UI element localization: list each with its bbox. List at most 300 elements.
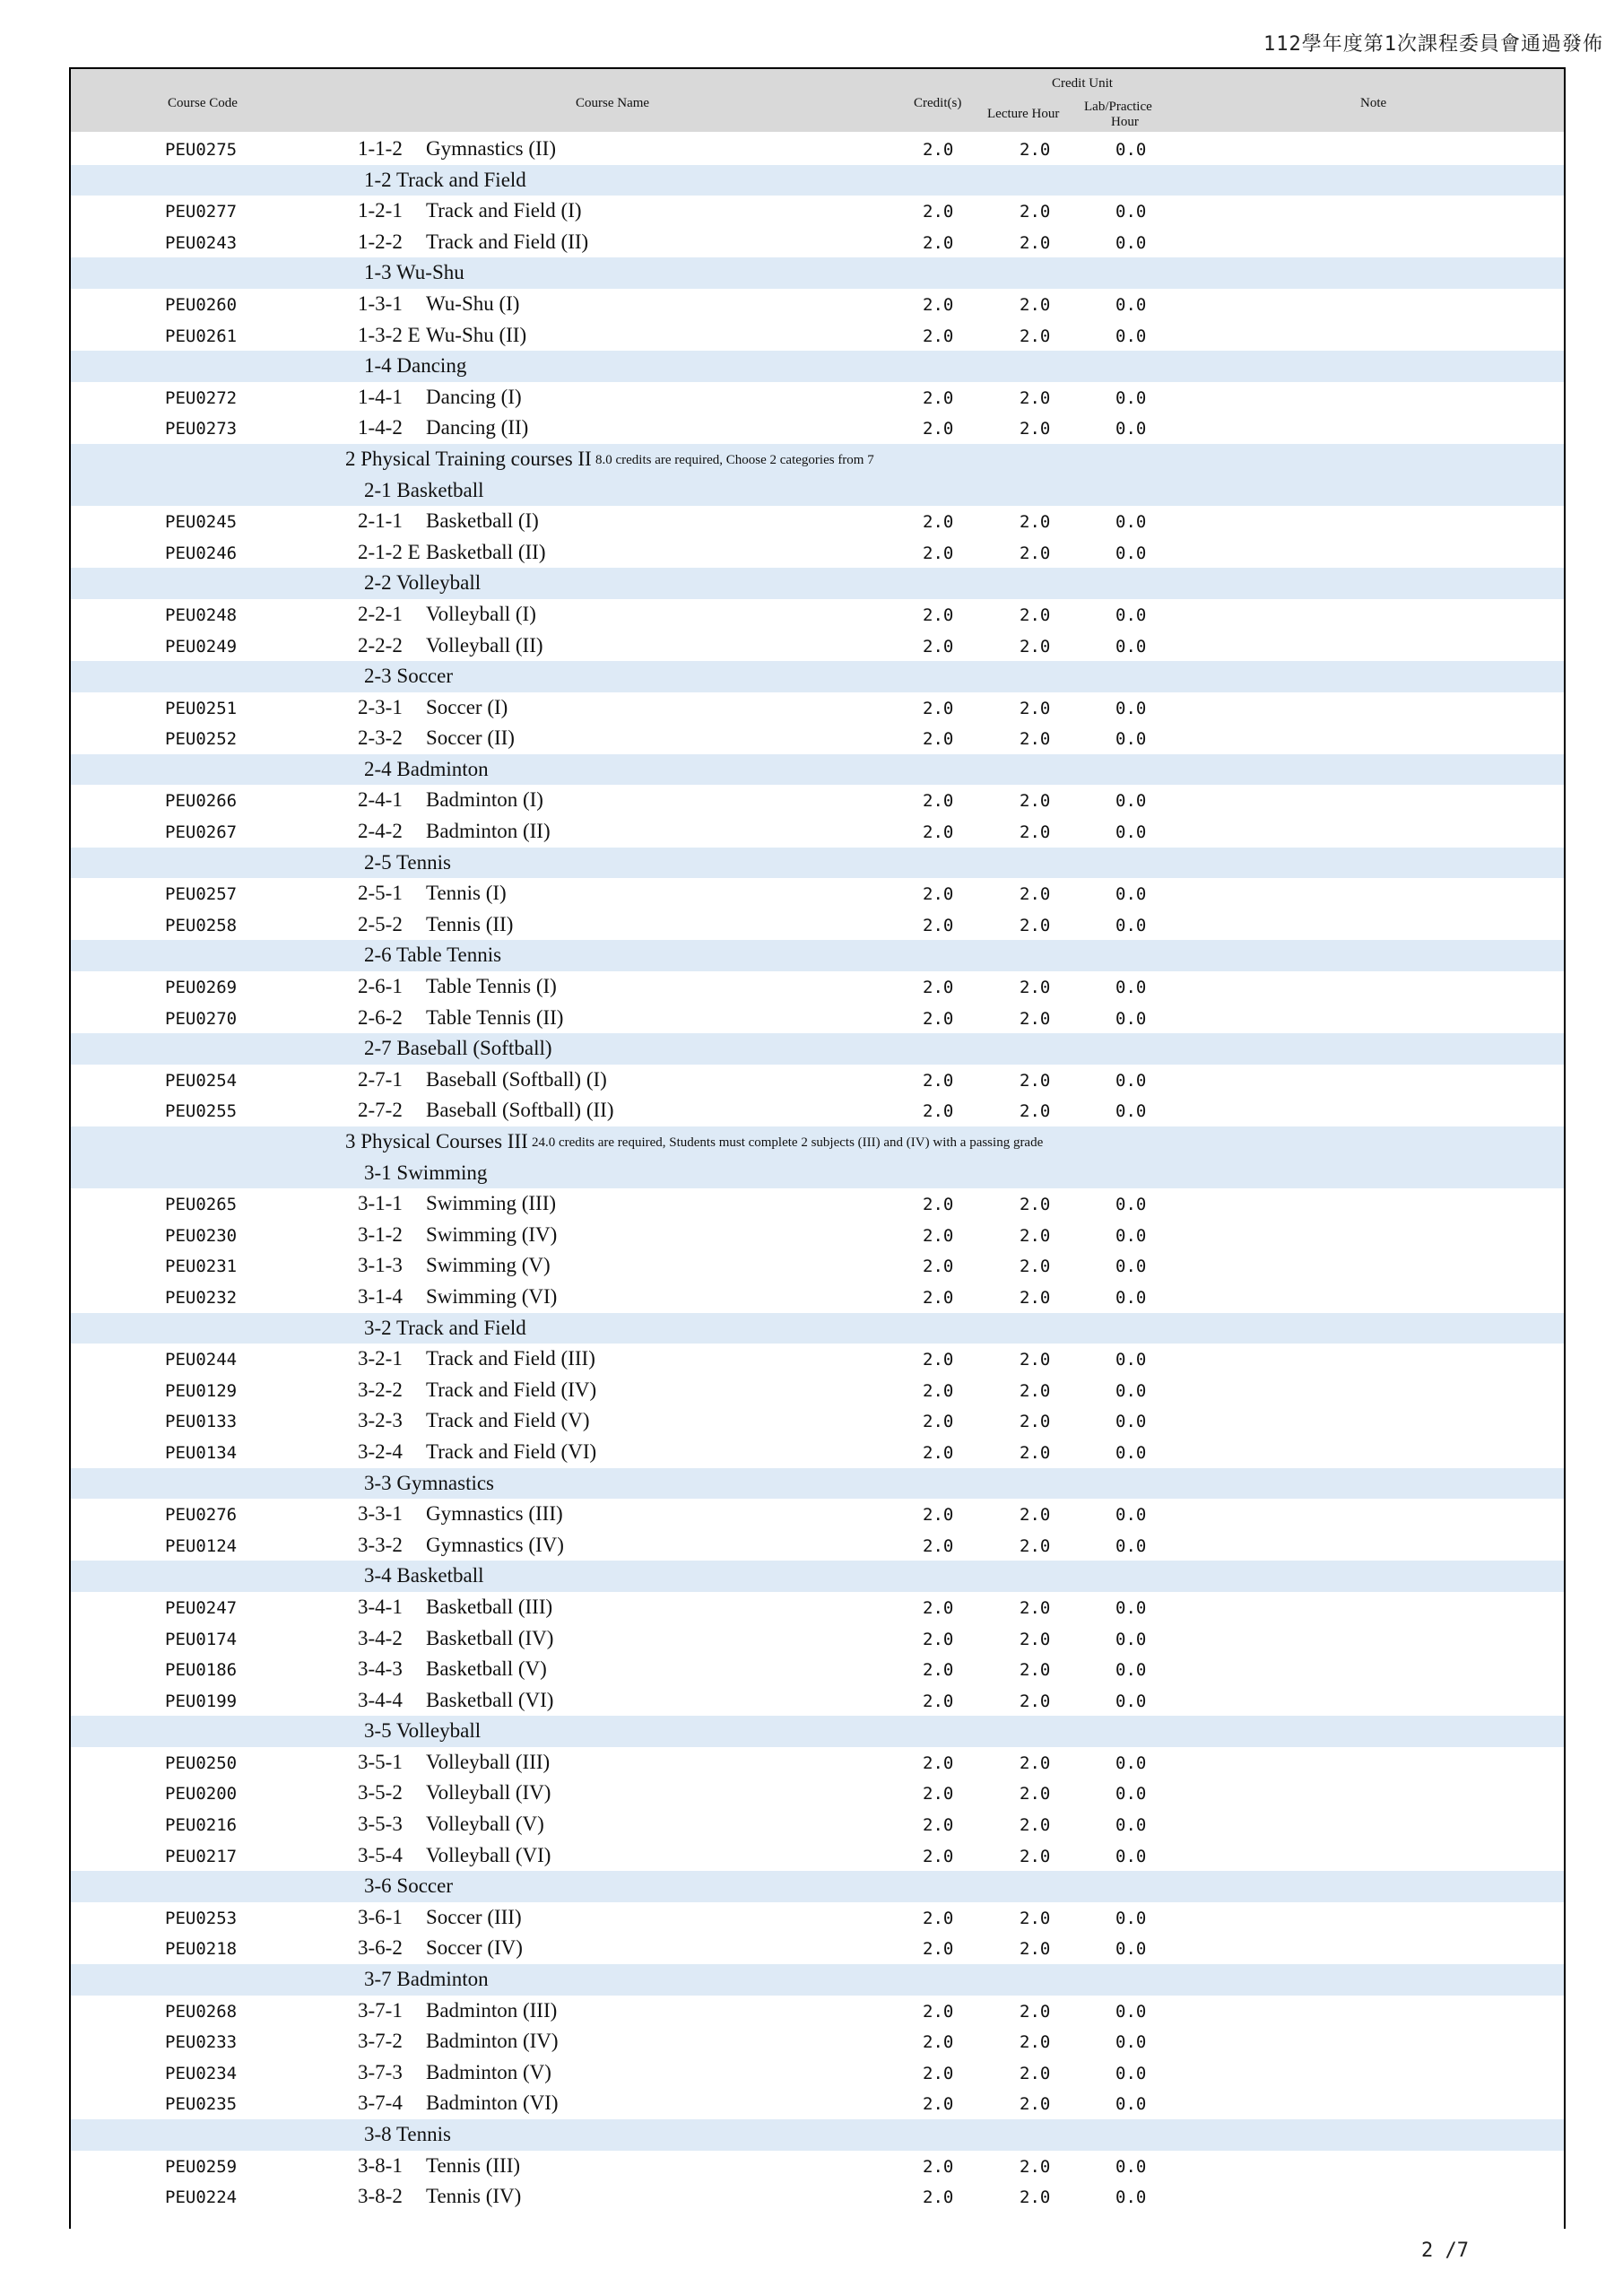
- credits-value: 2.0: [923, 2001, 954, 2022]
- category-row: [71, 444, 1564, 475]
- credits-value: 2.0: [923, 2094, 954, 2115]
- credits-value: 2.0: [923, 791, 954, 812]
- col-course-code: Course Code: [168, 96, 238, 110]
- lab-hour-value: 0.0: [1115, 2156, 1147, 2177]
- category-label: 2-3 Soccer: [364, 665, 453, 688]
- lecture-hour-value: 2.0: [1020, 1070, 1051, 1091]
- course-code: PEU0261: [165, 326, 238, 346]
- course-code: PEU0258: [165, 915, 238, 935]
- col-note: Note: [1360, 96, 1387, 110]
- lab-hour-value: 0.0: [1115, 1660, 1147, 1681]
- credits-value: 2.0: [923, 2032, 954, 2053]
- category-label: 2-1 Basketball: [364, 478, 484, 501]
- course-code: PEU0243: [165, 232, 238, 253]
- category-label: 2-6 Table Tennis: [364, 944, 502, 967]
- table-row: [71, 1654, 1564, 1685]
- category-note: 24.0 credits are required, Students must complete 2 subjects (III) and (IV) with a passing grade: [532, 1135, 1044, 1150]
- credits-value: 2.0: [923, 1660, 954, 1681]
- course-name: Tennis (IV): [426, 2185, 522, 2208]
- lab-hour-value: 0.0: [1115, 1784, 1147, 1805]
- table-row: [71, 692, 1564, 724]
- table-row: [71, 1405, 1564, 1437]
- course-code: PEU0247: [165, 1597, 238, 1618]
- col-credit-unit: Credit Unit: [1052, 76, 1113, 91]
- course-code: PEU0235: [165, 2094, 238, 2115]
- course-code: PEU0255: [165, 1101, 238, 1122]
- table-row: [71, 971, 1564, 1003]
- course-number: 1-4-2: [358, 416, 403, 439]
- course-number: 2-5-2: [358, 912, 403, 935]
- course-number: 3-4-2: [358, 1626, 403, 1649]
- lecture-hour-value: 2.0: [1020, 698, 1051, 718]
- course-number: 1-3-1: [358, 291, 403, 315]
- lecture-hour-value: 2.0: [1020, 884, 1051, 905]
- table-body: [71, 134, 1564, 2213]
- course-number: 3-6-1: [358, 1905, 403, 1928]
- credits-value: 2.0: [923, 419, 954, 439]
- course-name: Track and Field (IV): [426, 1378, 597, 1401]
- lab-hour-value: 0.0: [1115, 1412, 1147, 1432]
- table-row: [71, 1933, 1564, 1964]
- course-name: Swimming (III): [426, 1192, 557, 1215]
- credits-value: 2.0: [923, 326, 954, 346]
- course-code: PEU0233: [165, 2032, 238, 2053]
- page-number: 2 /7: [1421, 2239, 1469, 2262]
- col-course-name: Course Name: [576, 96, 650, 110]
- lecture-hour-value: 2.0: [1020, 2063, 1051, 2083]
- lab-hour-value: 0.0: [1115, 387, 1147, 408]
- course-name: Badminton (II): [426, 820, 551, 843]
- credits-value: 2.0: [923, 1939, 954, 1960]
- course-name: Badminton (III): [426, 1998, 558, 2022]
- lab-hour-value: 0.0: [1115, 1691, 1147, 1711]
- lecture-hour-value: 2.0: [1020, 822, 1051, 843]
- table-row: [71, 631, 1564, 662]
- course-code: PEU0245: [165, 512, 238, 533]
- credits-value: 2.0: [923, 512, 954, 533]
- credits-value: 2.0: [923, 1784, 954, 1805]
- table-row: [71, 2088, 1564, 2119]
- lab-hour-value: 0.0: [1115, 1101, 1147, 1122]
- lecture-hour-value: 2.0: [1020, 604, 1051, 625]
- course-number: 3-5-1: [358, 1750, 403, 1773]
- course-name: Basketball (V): [426, 1657, 547, 1681]
- course-name: Gymnastics (III): [426, 1502, 563, 1526]
- course-name: Soccer (III): [426, 1905, 522, 1928]
- credits-value: 2.0: [923, 636, 954, 657]
- course-code: PEU0199: [165, 1691, 238, 1711]
- course-name: Volleyball (V): [426, 1813, 544, 1836]
- lab-hour-value: 0.0: [1115, 884, 1147, 905]
- category-label: 3-7 Badminton: [364, 1968, 489, 1991]
- lab-hour-value: 0.0: [1115, 978, 1147, 998]
- lecture-hour-value: 2.0: [1020, 1380, 1051, 1401]
- table-row: [71, 1996, 1564, 2027]
- course-code: PEU0259: [165, 2156, 238, 2177]
- course-code: PEU0277: [165, 202, 238, 222]
- course-code: PEU0134: [165, 1442, 238, 1463]
- course-name: Gymnastics (II): [426, 137, 556, 160]
- lecture-hour-value: 2.0: [1020, 232, 1051, 253]
- lecture-hour-value: 2.0: [1020, 1629, 1051, 1649]
- table-row: [71, 1375, 1564, 1406]
- course-name: Table Tennis (I): [426, 975, 557, 998]
- lecture-hour-value: 2.0: [1020, 1908, 1051, 1928]
- table-row: [71, 1003, 1564, 1034]
- lecture-hour-value: 2.0: [1020, 2156, 1051, 2177]
- table-row: [71, 1809, 1564, 1840]
- lecture-hour-value: 2.0: [1020, 1412, 1051, 1432]
- course-code: PEU0270: [165, 1008, 238, 1029]
- lecture-hour-value: 2.0: [1020, 294, 1051, 315]
- col-lecture-hour: Lecture Hour: [987, 107, 1060, 121]
- lecture-hour-value: 2.0: [1020, 1350, 1051, 1370]
- credits-value: 2.0: [923, 1505, 954, 1526]
- course-name: Tennis (I): [426, 882, 507, 905]
- course-number: 3-5-4: [358, 1843, 403, 1866]
- credits-value: 2.0: [923, 232, 954, 253]
- table-row: [71, 1344, 1564, 1375]
- course-name: Track and Field (V): [426, 1409, 590, 1432]
- lab-hour-value: 0.0: [1115, 822, 1147, 843]
- table-row: [71, 2151, 1564, 2182]
- course-name: Wu-Shu (II): [426, 323, 527, 346]
- course-code: PEU0257: [165, 884, 238, 905]
- lecture-hour-value: 2.0: [1020, 2001, 1051, 2022]
- course-number: 3-1-1: [358, 1192, 403, 1215]
- credits-value: 2.0: [923, 978, 954, 998]
- course-name: Tennis (II): [426, 912, 514, 935]
- table-row: [71, 134, 1564, 165]
- course-number: 1-4-1: [358, 385, 403, 408]
- table-row: [71, 1623, 1564, 1655]
- credits-value: 2.0: [923, 387, 954, 408]
- category-label: 1-3 Wu-Shu: [364, 261, 464, 284]
- course-number: 2-1-1: [358, 509, 403, 533]
- course-code: PEU0252: [165, 729, 238, 750]
- course-number: 3-4-3: [358, 1657, 403, 1681]
- lab-hour-value: 0.0: [1115, 698, 1147, 718]
- category-label: 2 Physical Training courses II: [345, 447, 592, 470]
- lecture-hour-value: 2.0: [1020, 1597, 1051, 1618]
- course-code: PEU0268: [165, 2001, 238, 2022]
- course-code: PEU0200: [165, 1784, 238, 1805]
- table-row: [71, 1840, 1564, 1872]
- course-number: 2-3-2: [358, 726, 403, 750]
- credits-value: 2.0: [923, 202, 954, 222]
- credits-value: 2.0: [923, 915, 954, 935]
- course-number: 2-1-2 E: [358, 540, 421, 563]
- credits-value: 2.0: [923, 1442, 954, 1463]
- category-label: 3-2 Track and Field: [364, 1316, 526, 1339]
- course-number: 1-1-2: [358, 137, 403, 160]
- category-label: 3-5 Volleyball: [364, 1719, 482, 1743]
- course-number: 3-2-3: [358, 1409, 403, 1432]
- table-row: [71, 2026, 1564, 2057]
- lab-hour-value: 0.0: [1115, 1846, 1147, 1866]
- course-number: 3-3-2: [358, 1533, 403, 1556]
- course-number: 3-1-3: [358, 1254, 403, 1277]
- course-name: Badminton (IV): [426, 2030, 559, 2053]
- category-row: [71, 475, 1564, 507]
- credits-value: 2.0: [923, 729, 954, 750]
- credits-value: 2.0: [923, 294, 954, 315]
- table-row: [71, 816, 1564, 848]
- credits-value: 2.0: [923, 604, 954, 625]
- course-code: PEU0266: [165, 791, 238, 812]
- category-row: [71, 1716, 1564, 1747]
- category-row: [71, 1033, 1564, 1065]
- lecture-hour-value: 2.0: [1020, 419, 1051, 439]
- course-number: 1-3-2 E: [358, 323, 421, 346]
- course-code: PEU0218: [165, 1939, 238, 1960]
- credits-value: 2.0: [923, 1195, 954, 1215]
- lecture-hour-value: 2.0: [1020, 140, 1051, 160]
- category-row: [71, 940, 1564, 971]
- course-name: Badminton (I): [426, 788, 543, 812]
- category-row: [71, 568, 1564, 599]
- course-code: PEU0124: [165, 1535, 238, 1556]
- course-name: Volleyball (III): [426, 1750, 551, 1773]
- course-number: 3-1-4: [358, 1284, 403, 1308]
- lab-hour-value: 0.0: [1115, 2094, 1147, 2115]
- course-name: Soccer (IV): [426, 1936, 523, 1960]
- course-code: PEU0216: [165, 1815, 238, 1836]
- course-number: 2-4-2: [358, 820, 403, 843]
- course-code: PEU0232: [165, 1287, 238, 1308]
- course-code: PEU0275: [165, 140, 238, 160]
- course-name: Badminton (V): [426, 2060, 551, 2083]
- credits-value: 2.0: [923, 1691, 954, 1711]
- lecture-hour-value: 2.0: [1020, 915, 1051, 935]
- category-label: 1-2 Track and Field: [364, 168, 526, 191]
- category-label: 3-1 Swimming: [364, 1161, 488, 1184]
- lecture-hour-value: 2.0: [1020, 1939, 1051, 1960]
- category-label: 2-4 Badminton: [364, 757, 489, 780]
- lecture-hour-value: 2.0: [1020, 636, 1051, 657]
- lab-hour-value: 0.0: [1115, 1815, 1147, 1836]
- lecture-hour-value: 2.0: [1020, 1846, 1051, 1866]
- course-number: 3-2-1: [358, 1347, 403, 1370]
- course-name: Volleyball (IV): [426, 1781, 551, 1805]
- course-code: PEU0231: [165, 1257, 238, 1277]
- course-number: 3-5-2: [358, 1781, 403, 1805]
- course-code: PEU0248: [165, 604, 238, 625]
- table-row: [71, 1685, 1564, 1717]
- lab-hour-value: 0.0: [1115, 512, 1147, 533]
- lab-hour-value: 0.0: [1115, 1257, 1147, 1277]
- credits-value: 2.0: [923, 1225, 954, 1246]
- lecture-hour-value: 2.0: [1020, 1535, 1051, 1556]
- lab-hour-value: 0.0: [1115, 140, 1147, 160]
- category-row: [71, 1158, 1564, 1189]
- course-code: PEU0267: [165, 822, 238, 843]
- credits-value: 2.0: [923, 2063, 954, 2083]
- credits-value: 2.0: [923, 698, 954, 718]
- course-name: Volleyball (I): [426, 602, 536, 625]
- course-name: Badminton (VI): [426, 2092, 559, 2115]
- credits-value: 2.0: [923, 543, 954, 563]
- lab-hour-value: 0.0: [1115, 2063, 1147, 2083]
- category-row: [71, 1964, 1564, 1996]
- category-row: [71, 848, 1564, 879]
- course-number: 3-5-3: [358, 1813, 403, 1836]
- course-name: Basketball (III): [426, 1595, 553, 1618]
- course-name: Swimming (V): [426, 1254, 551, 1277]
- lab-hour-value: 0.0: [1115, 1535, 1147, 1556]
- course-code: PEU0230: [165, 1225, 238, 1246]
- table-row: [71, 196, 1564, 227]
- course-number: 3-7-3: [358, 2060, 403, 2083]
- credits-value: 2.0: [923, 1287, 954, 1308]
- table-row: [71, 599, 1564, 631]
- course-code: PEU0269: [165, 978, 238, 998]
- category-label: 3-6 Soccer: [364, 1874, 453, 1898]
- course-number: 2-7-1: [358, 1067, 403, 1091]
- course-number: 3-7-2: [358, 2030, 403, 2053]
- table-row: [71, 1530, 1564, 1561]
- credits-value: 2.0: [923, 1412, 954, 1432]
- table-row: [71, 506, 1564, 537]
- course-code: PEU0272: [165, 387, 238, 408]
- course-code: PEU0251: [165, 698, 238, 718]
- table-row: [71, 909, 1564, 941]
- course-number: 1-2-2: [358, 230, 403, 253]
- course-name: Soccer (I): [426, 695, 508, 718]
- lab-hour-value: 0.0: [1115, 1629, 1147, 1649]
- course-code: PEU0244: [165, 1350, 238, 1370]
- course-code: PEU0276: [165, 1505, 238, 1526]
- header-note: 112學年度第1次課程委員會通過發佈: [1263, 33, 1603, 56]
- course-number: 3-1-2: [358, 1222, 403, 1246]
- category-row: [71, 1871, 1564, 1902]
- table-row: [71, 227, 1564, 258]
- lecture-hour-value: 2.0: [1020, 1752, 1051, 1773]
- category-row: [71, 754, 1564, 786]
- credits-value: 2.0: [923, 1070, 954, 1091]
- lab-hour-value: 0.0: [1115, 1380, 1147, 1401]
- course-number: 1-2-1: [358, 199, 403, 222]
- course-code: PEU0253: [165, 1908, 238, 1928]
- lab-hour-value: 0.0: [1115, 1195, 1147, 1215]
- table-row: [71, 785, 1564, 816]
- credits-value: 2.0: [923, 140, 954, 160]
- course-code: PEU0260: [165, 294, 238, 315]
- table-row: [71, 1095, 1564, 1126]
- category-label: 2-5 Tennis: [364, 850, 451, 874]
- lecture-hour-value: 2.0: [1020, 2094, 1051, 2115]
- category-label: 3 Physical Courses III: [345, 1130, 528, 1152]
- table-row: [71, 1282, 1564, 1313]
- credits-value: 2.0: [923, 1380, 954, 1401]
- category-row: [71, 257, 1564, 289]
- course-name: Volleyball (VI): [426, 1843, 551, 1866]
- course-number: 2-6-2: [358, 1005, 403, 1029]
- table-row: [71, 1437, 1564, 1468]
- credits-value: 2.0: [923, 1535, 954, 1556]
- category-row: [71, 1468, 1564, 1500]
- course-code: PEU0273: [165, 419, 238, 439]
- category-row: [71, 165, 1564, 196]
- credits-value: 2.0: [923, 1101, 954, 1122]
- col-lab-hour: Hour: [1111, 115, 1139, 129]
- course-name: Track and Field (II): [426, 230, 589, 253]
- lab-hour-value: 0.0: [1115, 1287, 1147, 1308]
- credits-value: 2.0: [923, 1257, 954, 1277]
- course-number: 2-2-2: [358, 633, 403, 657]
- course-number: 3-6-2: [358, 1936, 403, 1960]
- lab-hour-value: 0.0: [1115, 419, 1147, 439]
- lecture-hour-value: 2.0: [1020, 1008, 1051, 1029]
- credits-value: 2.0: [923, 1350, 954, 1370]
- category-row: [71, 1561, 1564, 1592]
- lab-hour-value: 0.0: [1115, 915, 1147, 935]
- course-number: 3-2-2: [358, 1378, 403, 1401]
- table-row: [71, 1902, 1564, 1934]
- category-row: [71, 351, 1564, 382]
- course-number: 3-8-1: [358, 2153, 403, 2177]
- course-code: PEU0217: [165, 1846, 238, 1866]
- course-name: Dancing (II): [426, 416, 529, 439]
- course-number: 2-2-1: [358, 602, 403, 625]
- course-number: 2-3-1: [358, 695, 403, 718]
- lab-hour-value: 0.0: [1115, 1008, 1147, 1029]
- lab-hour-value: 0.0: [1115, 202, 1147, 222]
- credits-value: 2.0: [923, 1629, 954, 1649]
- course-name: Swimming (VI): [426, 1284, 558, 1308]
- course-code: PEU0224: [165, 2187, 238, 2208]
- lab-hour-value: 0.0: [1115, 1597, 1147, 1618]
- credits-value: 2.0: [923, 1815, 954, 1836]
- table-row: [71, 1188, 1564, 1220]
- category-label: 1-4 Dancing: [364, 354, 467, 378]
- course-number: 3-3-1: [358, 1502, 403, 1526]
- course-name: Gymnastics (IV): [426, 1533, 564, 1556]
- lab-hour-value: 0.0: [1115, 1752, 1147, 1773]
- course-name: Basketball (I): [426, 509, 539, 533]
- lecture-hour-value: 2.0: [1020, 543, 1051, 563]
- lab-hour-value: 0.0: [1115, 2032, 1147, 2053]
- credits-value: 2.0: [923, 2156, 954, 2177]
- course-number: 2-4-1: [358, 788, 403, 812]
- lab-hour-value: 0.0: [1115, 326, 1147, 346]
- course-name: Volleyball (II): [426, 633, 543, 657]
- course-code: PEU0133: [165, 1412, 238, 1432]
- table-row: [71, 537, 1564, 569]
- table-row: [71, 2057, 1564, 2089]
- lecture-hour-value: 2.0: [1020, 387, 1051, 408]
- credits-value: 2.0: [923, 1846, 954, 1866]
- lab-hour-value: 0.0: [1115, 729, 1147, 750]
- lab-hour-value: 0.0: [1115, 636, 1147, 657]
- course-name: Dancing (I): [426, 385, 522, 408]
- course-number: 3-7-1: [358, 1998, 403, 2022]
- lab-hour-value: 0.0: [1115, 2001, 1147, 2022]
- lecture-hour-value: 2.0: [1020, 2187, 1051, 2208]
- course-name: Table Tennis (II): [426, 1005, 564, 1029]
- category-label: 3-3 Gymnastics: [364, 1471, 495, 1494]
- course-name: Basketball (IV): [426, 1626, 554, 1649]
- lab-hour-value: 0.0: [1115, 1939, 1147, 1960]
- course-name: Swimming (IV): [426, 1222, 558, 1246]
- course-name: Track and Field (VI): [426, 1439, 597, 1463]
- table-row: [71, 289, 1564, 320]
- lecture-hour-value: 2.0: [1020, 1195, 1051, 1215]
- category-note: 8.0 credits are required, Choose 2 categories from 7: [595, 452, 874, 467]
- lecture-hour-value: 2.0: [1020, 1784, 1051, 1805]
- course-number: 3-8-2: [358, 2185, 403, 2208]
- category-label: 2-7 Baseball (Softball): [364, 1037, 552, 1060]
